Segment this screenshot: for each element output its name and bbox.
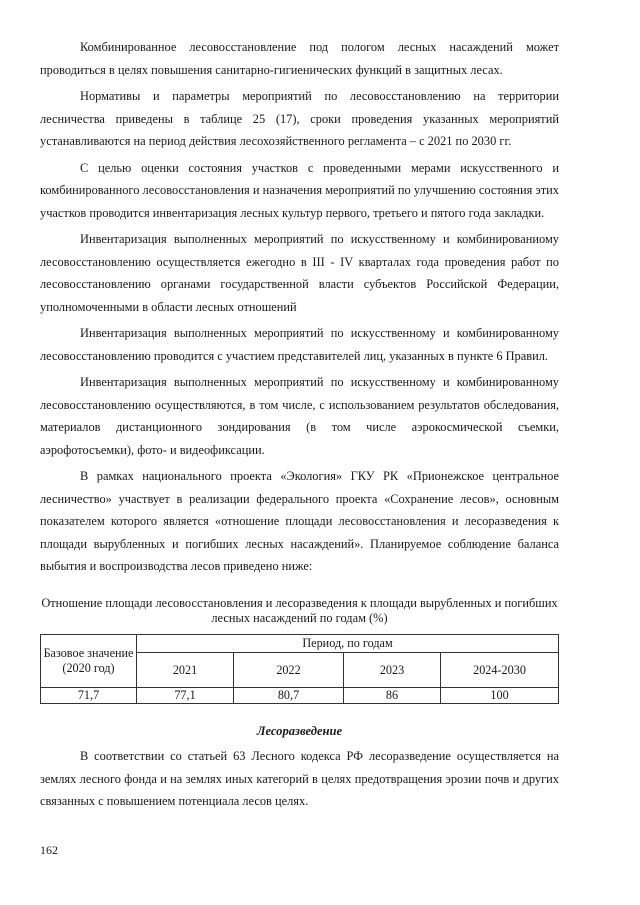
body-text xyxy=(40,36,559,582)
paragraph-inventory-participants: Инвентаризация выполненных мероприятий по искусственному и комбинированному лесовосстановлению проводится с участием представителей лиц, указанных в пункте 6 Правил. xyxy=(40,326,559,363)
table-header-year: 2024-2030 xyxy=(441,653,559,688)
table-cell-value: 80,7 xyxy=(234,688,344,704)
reforestation-ratio-table xyxy=(40,634,559,704)
table-header-year: 2023 xyxy=(344,653,441,688)
table-header-period: Период, по годам xyxy=(137,635,559,653)
table-cell-value: 86 xyxy=(344,688,441,704)
table-cell-base-value: 71,7 xyxy=(41,688,137,704)
paragraph-inventory-timing: Инвентаризация выполненных мероприятий по искусственному и комбинированиому лесовосстановлению осуществляется ежегодно в III - IV кварталах года проведения работ по лесовосстановлению органами государственной власти субъектов Российской Федерации, уполномоченными в области лесных отношений xyxy=(40,232,559,314)
paragraph-afforestation: В соответствии со статьей 63 Лесного кодекса РФ лесоразведение осуществляется на землях лесного фонда и на землях иных категорий в целях предотвращения эрозии почв и других связанных с повышением потенциала лесов целях. xyxy=(40,749,559,808)
table-row xyxy=(41,688,559,704)
paragraph-assessment: С целью оценки состояния участков с проведенными мерами искусственного и комбинированного лесовосстановления и назначения мероприятий по улучшению состояния этих участков проводится инвентаризация лесных культур первого, третьего и пятого года закладки. xyxy=(40,160,559,220)
table-caption: Отношение площади лесовосстановления и лесоразведения к площади вырубленных и погибших лесных насаждений по годам (%) xyxy=(41,596,558,625)
table-cell-value: 100 xyxy=(441,688,559,704)
paragraph-national-project: В рамках национального проекта «Экология» ГКУ РК «Прионежское центральное лесничество» участвует в реализации федерального проекта «Сохранение лесов», основным показателем которого является «отношение площади лесовосстановления и лесоразведения к площади вырубленных и погибших лесных насаждений». Планируемое соблюдение баланса выбытия и воспроизводства лесов приведено ниже: xyxy=(40,469,559,573)
section-text xyxy=(40,745,559,817)
table-header-row xyxy=(41,635,559,653)
paragraph-norms: Нормативы и параметры мероприятий по лесовосстановлению на территории лесничества приведены в таблице 25 (17), сроки проведения указанных мероприятий устанавливаются на период действия лесохозяйственного регламента – с 2021 по 2030 гг. xyxy=(40,89,559,148)
table-header-base: Базовое значение (2020 год) xyxy=(41,635,137,688)
table-header-year: 2021 xyxy=(137,653,234,688)
page-number: 162 xyxy=(40,843,58,857)
paragraph-combined-reforestation: Комбинированное лесовосстановление под пологом лесных насаждений может проводиться в целях повышения санитарно-гигиенических функций в защитных лесах. xyxy=(40,40,559,77)
table-cell-value: 77,1 xyxy=(137,688,234,704)
table-header-year: 2022 xyxy=(234,653,344,688)
section-heading: Лесоразведение xyxy=(256,724,343,738)
paragraph-inventory-methods: Инвентаризация выполненных мероприятий по искусственному и комбинированному лесовосстановлению осуществляются, в том числе, с использованием результатов обследования, материалов дистанционного зондирования (в том числе аэрокосмической съемки, аэрофотосъемки), фото- и видеофиксации. xyxy=(40,375,559,457)
